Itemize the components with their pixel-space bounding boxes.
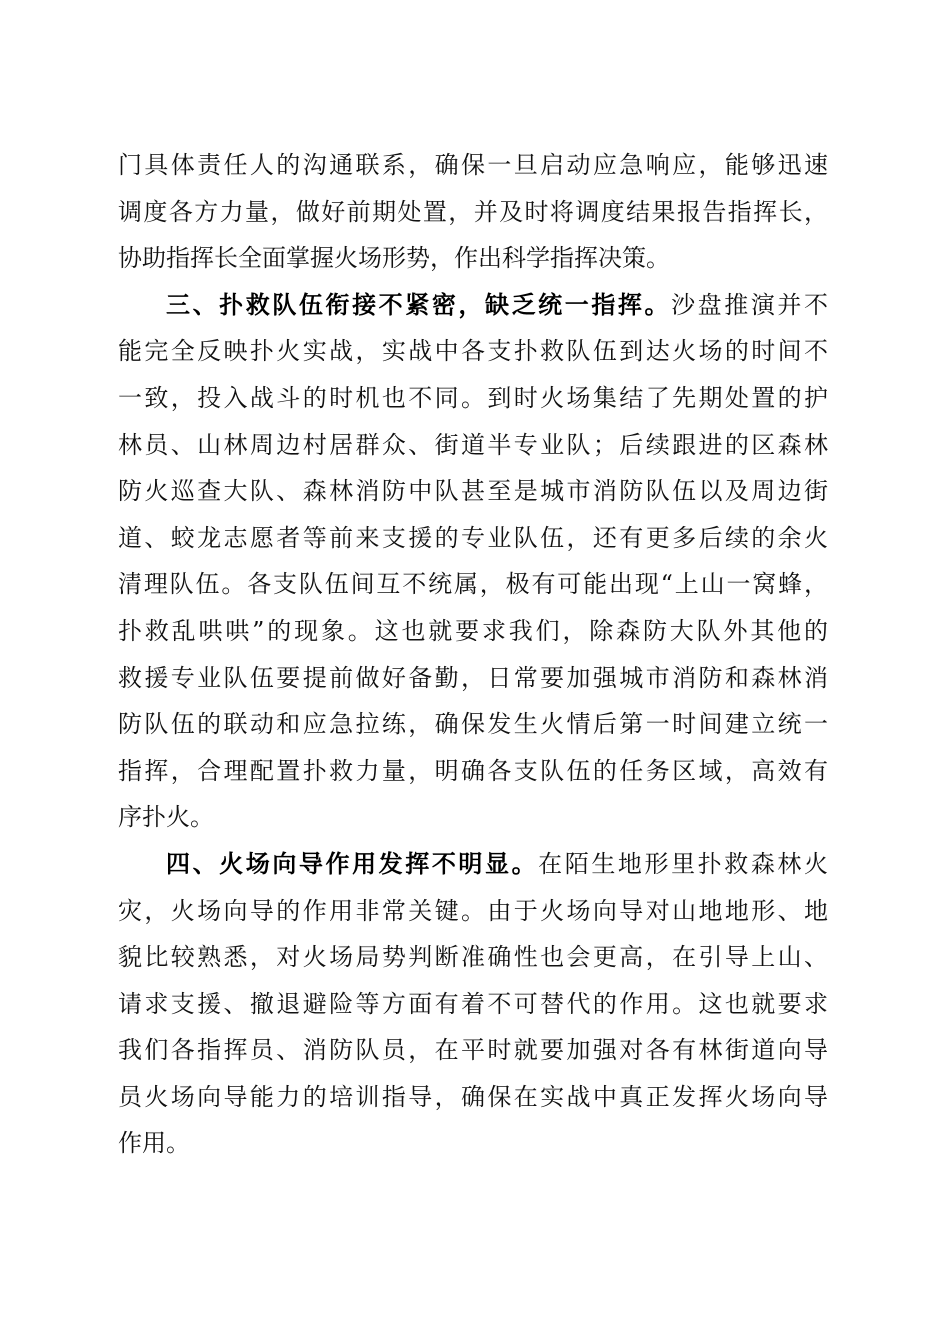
text-line: 貌比较熟悉，对火场局势判断准确性也会更高，在引导上山、 <box>118 943 828 972</box>
text-line: 请求支援、撤退避险等方面有着不可替代的作用。这也就要求 <box>118 989 828 1018</box>
text-run: 在陌生地形里扑救森林火 <box>538 849 829 878</box>
text-line: 指挥，合理配置扑救力量，明确各支队伍的任务区域，高效有 <box>118 756 828 785</box>
paragraph-section-three <box>118 282 828 841</box>
text-line: 员火场向导能力的培训指导，确保在实战中真正发挥火场向导 <box>118 1082 828 1111</box>
section-heading-three: 三、扑救队伍衔接不紧密，缺乏统一指挥。 <box>166 290 672 319</box>
text-line: 扑救乱哄哄”的现象。这也就要求我们，除森防大队外其他的 <box>118 616 828 645</box>
text-line: 道、蛟龙志愿者等前来支援的专业队伍，还有更多后续的余火 <box>118 523 828 552</box>
text-line: 救援专业队伍要提前做好备勤，日常要加强城市消防和森林消 <box>118 663 828 692</box>
text-line: 一致，投入战斗的时机也不同。到时火场集结了先期处置的护 <box>118 383 828 412</box>
text-line: 序扑火。 <box>118 803 214 832</box>
section-heading-four: 四、火场向导作用发挥不明显。 <box>166 849 539 878</box>
paragraph-continuation <box>118 142 828 282</box>
section-heading-line <box>118 841 828 888</box>
text-line: 作用。 <box>118 1129 190 1158</box>
text-line: 林员、山林周边村居群众、街道半专业队；后续跟进的区森林 <box>118 430 828 459</box>
text-line: 灾，火场向导的作用非常关键。由于火场向导对山地地形、地 <box>118 896 828 925</box>
text-line: 门具体责任人的沟通联系，确保一旦启动应急响应，能够迅速 <box>118 151 828 179</box>
section-heading-line <box>118 282 828 329</box>
document-body <box>118 142 828 1167</box>
text-line: 防火巡查大队、森林消防中队甚至是城市消防队伍以及周边街 <box>118 477 828 506</box>
text-line: 防队伍的联动和应急拉练，确保发生火情后第一时间建立统一 <box>118 710 828 739</box>
text-line: 协助指挥长全面掌握火场形势，作出科学指挥决策。 <box>118 244 670 273</box>
text-line: 我们各指挥员、消防队员，在平时就要加强对各有林街道向导 <box>118 1036 828 1065</box>
paragraph-section-four <box>118 841 828 1167</box>
text-line: 清理队伍。各支队伍间互不统属，极有可能出现“上山一窝蜂， <box>118 570 828 599</box>
text-line: 能完全反映扑火实战，实战中各支扑救队伍到达火场的时间不 <box>118 337 828 366</box>
text-line: 调度各方力量，做好前期处置，并及时将调度结果报告指挥长， <box>118 197 828 226</box>
text-run: 沙盘推演并不 <box>671 290 829 319</box>
